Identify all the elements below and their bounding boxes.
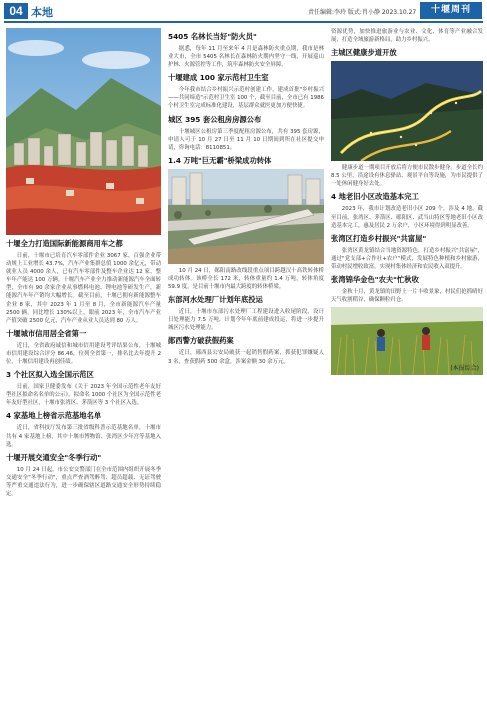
- article-title: 十堰开展交通安全"冬季行动": [6, 452, 102, 462]
- article: [331, 48, 483, 188]
- column-1: [6, 28, 161, 499]
- article-title: 5405 名林长当好"防火员": [168, 32, 257, 41]
- paper-name-badge: 十堰周刊: [420, 2, 482, 19]
- article-title: 十堰建成 100 家示范村卫生室: [168, 73, 269, 83]
- article-body: 据悉，每年 11 月至来年 4 月是森林防火重点期，我市是林业大市，全市 5405 名林长在森林防火期内坚守一线，开展巡山护林、火源管控等工作，筑牢森林防火安全屏障。: [168, 46, 324, 69]
- article-title: 十堰城市信用居全省第一: [6, 328, 87, 338]
- article: [168, 156, 324, 264]
- article: [331, 192, 483, 229]
- article: [6, 239, 161, 325]
- article-body: 十堰城区公租房第三季度配租房源公布，共有 395 套房源，申请人可于 10 月 27 日至 11 月 10 日期间到所在社区提交申请，咨询电话：8110851。: [168, 128, 324, 151]
- article-body: 金秋十月，黄龙镇的田野上一片丰收景象，村民们抢抓晴好天气收割稻谷，确保颗粒归仓。: [331, 289, 483, 304]
- article: [331, 234, 483, 271]
- article-title: 城区 395 套公租房房源公布: [168, 114, 262, 124]
- header-rule: [4, 21, 483, 23]
- article-title: 4 家基地上榜省示范基地名单: [6, 411, 102, 421]
- article-body: 今年我市结合乡村振兴示范村创建工作，建成首批"乡村振兴——共同缔造"示范村卫生室 100 个，截至目前，全市已有 1986 个村卫生室完成标准化建设，基层群众就医更加方便快捷。: [168, 87, 324, 110]
- article-body: 日前，十堰市已培育汽车零部件企业 3067 家，百强企业带动规上工业增长 43.7%，汽车产业集群总值 1000 余亿元，带动就业人员 4000 余人，已有汽车零部件及整车企业达 12 家，整车年产能达 100 万辆。十堰汽车产业全力推动新能源汽车全面转型，全市有 90 余家企业从事燃料电池、锂电池等研发生产，新能源汽车年产销均大幅增长。截至目前，十堰已拥有新能源整车企业 8 家，其中 2023 年 1 月至 8 月，全市新能源汽车产量 2500 辆，同比增长 130%以上。眼前 2023 年，全市汽车产业产值突破 2500 亿元，汽车产业从业人员达到 80 万人。: [6, 253, 161, 324]
- col1-articles: [6, 239, 161, 498]
- article: [331, 275, 483, 304]
- article: [168, 267, 324, 291]
- article-title: 张湾锦华金色"农夫"忙秋收: [331, 275, 419, 285]
- health-trail-photo: [331, 61, 483, 161]
- page-number: 04: [4, 3, 28, 19]
- article-title: 东部河水处理厂计划年底投运: [168, 295, 263, 305]
- harvest-photo: [331, 307, 483, 375]
- article-body: 近日，郧西县公安局破获一起销售假药案，抓获犯罪嫌疑人 3 名，查获假药 500 余盒，涉案金额 30 余万元。: [168, 350, 324, 365]
- article-body: 10 月 24 日起，市公安交警部门在全市范围内组织开展冬季交通安全"冬季行动"，重点严查酒驾醉驾、超员超载、无证驾驶等严重交通违法行为，进一步确保辖区道路交通安全形势持续稳定。: [6, 466, 161, 497]
- article: [168, 336, 324, 365]
- city-hillside-photo: [6, 28, 161, 235]
- article-title: 张湾区打造乡村振兴"共富屋": [331, 233, 427, 243]
- article-title: 4 地老旧小区改造基本完工: [331, 192, 419, 202]
- column-2: [168, 28, 324, 367]
- article: [168, 295, 324, 332]
- article-body: 健康步道一期项目开放后将方便市民散步健身。步道全长约 8.5 公里，沿途设有休息驿站、观景平台等设施，为市民提供了一处休闲健身好去处。: [331, 165, 483, 188]
- article-body: 近日，全省政府诚信和城市信用建设考评结果公布，十堰城市信用建设综合评分 86.46，位列全省第一，排名比去年提升 2 位，十堰信用建设再创佳绩。: [6, 342, 161, 366]
- article: [168, 73, 324, 110]
- article-body: 近日，十堰市东部污水处理厂工程建设进入收尾阶段，设计日处理能力 7.5 万吨，计划今年年底前建成投运，将进一步提升城区污水处理能力。: [168, 309, 324, 332]
- article-body: 2023 年，我市计划改造老旧小区 209 个，涉及 4 地，截至目前，张湾区、茅箭区、郧阳区、武当山特区等地老旧小区改造基本完工，惠及居民 2 万余户，小区环境得到明显改善。: [331, 206, 483, 229]
- article: [6, 453, 161, 498]
- article: [6, 411, 161, 448]
- bridge-rotation-photo: [168, 169, 324, 264]
- column-3: [331, 28, 483, 375]
- article-title: 主城区健康步道开放: [331, 48, 397, 58]
- article-title: 3 个社区拟入选全国示范区: [6, 370, 94, 380]
- article: [168, 115, 324, 152]
- photo-caption: (本报综合): [450, 365, 479, 373]
- article-body: 张湾区黄龙镇结合当地资源特色，打造乡村振兴"共富屋"，通过"党支部+合作社+农户"模式，发展特色种植和乡村旅游，带动村民增收致富，实现村集体经济和农民收入双提升。: [331, 247, 483, 270]
- article-body: 资源优势，加快推进旅游业与农业、文化、体育等产业融合发展，打造全域旅游新格局，助力乡村振兴。: [331, 29, 483, 44]
- section-name: 本地: [31, 6, 53, 19]
- article-title: 十堰全力打造国际新能源商用车之都: [6, 239, 123, 248]
- article-body: 10 月 24 日，郧阳南路改线段重点项目跨越汉十高铁转体桥成功转体。该桥全长 172 米，转体重量约 1.4 万吨，转体角度 59.9 度，是目前十堰市内最大跨度的转体桥梁。: [168, 267, 324, 291]
- editor-meta: 责任编辑:李玲 版式:肖小静 2023.10.27: [308, 9, 417, 16]
- article: [168, 32, 324, 69]
- article-body: 日前，国家卫健委发布《关于 2023 年全国示范性老年友好型社区拟命名名单的公示》，拟命名 1000 个社区为全国示范性老年友好型社区，十堰市张湾区、茅箭区等 3 个社区入选。: [6, 384, 161, 407]
- article-title: 1.4 万吨"巨无霸"桥梁成功转体: [168, 155, 272, 165]
- article-body: 近日，省科技厅发布第三批省级科普示范基地名单，十堰市共有 4 家基地上榜，其中十堰市博物馆、张湾区少年宫等基地入选。: [6, 425, 161, 448]
- article: [6, 370, 161, 407]
- page-header: [0, 0, 487, 22]
- article-title: 郧西警方破获假药案: [168, 336, 234, 346]
- article: [6, 329, 161, 366]
